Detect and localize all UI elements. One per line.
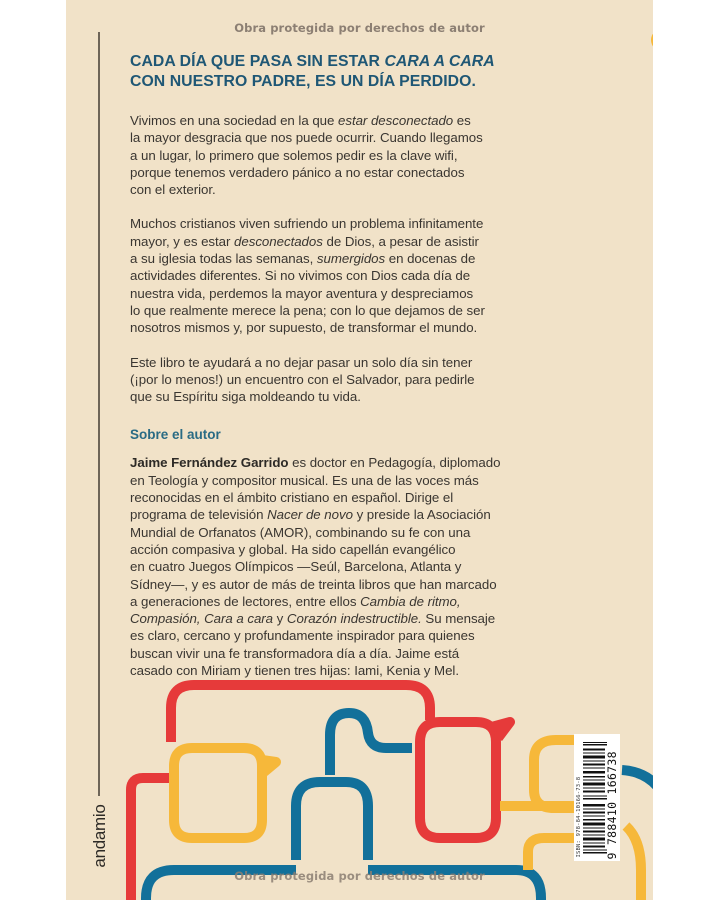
copyright-watermark-bottom: Obra protegida por derechos de autor bbox=[234, 869, 485, 883]
barcode-bars-icon bbox=[583, 741, 607, 853]
about-author-heading: Sobre el autor bbox=[130, 427, 221, 443]
headline-line-2: CON NUESTRO PADRE, ES UN DÍA PERDIDO. bbox=[130, 73, 476, 90]
book-back-cover bbox=[66, 0, 653, 900]
ean-digits: 9 788410 166738 bbox=[605, 750, 619, 859]
blurb-paragraph-2: Muchos cristianos viven sufriendo un problema infinitamente mayor, y es estar desconectados de Dios, a pesar de asistir a su iglesia todas las semanas, sumergidos en docenas de actividades diferentes. Si no vivimos con Dios cada día de nuestra vida, perdemos la mayor aventura y despreciamos lo que realmente merece la pena; con lo que dejamos de ser nosotros mismos y, por supuesto, de transformar el mundo. bbox=[130, 216, 485, 336]
headline-line-1: CADA DÍA QUE PASA SIN ESTAR bbox=[130, 53, 385, 70]
speech-bubble-line-art bbox=[66, 0, 653, 900]
blurb-paragraph-3: Este libro te ayudará a no dejar pasar un solo día sin tener (¡por lo menos!) un encuentro con el Salvador, para pedirle que su Espíritu siga moldeando tu vida. bbox=[130, 354, 475, 405]
blurb-paragraph-1: Vivimos en una sociedad en la que estar desconectado es la mayor desgracia que nos puede ocurrir. Cuando llegamos a un lugar, lo primero que solemos pedir es la clave wifi, porque tenemos verdadero pánico a no estar conectados con el exterior. bbox=[130, 113, 483, 198]
author-bio: Jaime Fernández Garrido es doctor en Pedagogía, diplomado en Teología y compositor musical. Es una de las voces más reconocidas en el ámbito cristiano en español. Dirige el programa de televisión Nacer de novo y preside la Asociación Mundial de Orfanatos (AMOR), combinando su fe con una acción compasiva y global. Ha sido capellán evangélico en cuatro Juegos Olímpicos —Seúl, Barcelona, Atlanta y Sídney—, y es autor de más de treinta libros que han marcado a generaciones de lectores, entre ellos Cambia de ritmo, Compasión, Cara a cara y Corazón indestructible. Su mensaje es claro, cercano y profundamente inspirador para quienes buscan vivir una fe transformadora día a día. Jaime está casado con Miriam y tienen tres hijas: Iami, Kenia y Mel. bbox=[130, 455, 501, 679]
isbn-barcode bbox=[574, 734, 620, 861]
publisher-logo: andamio bbox=[90, 804, 109, 868]
headline-italic-phrase: CARA A CARA bbox=[384, 53, 495, 70]
isbn-label: ISBN: 978-84-10166-73-8 bbox=[576, 776, 582, 857]
author-name: Jaime Fernández Garrido bbox=[130, 455, 289, 471]
copyright-watermark-top: Obra protegida por derechos de autor bbox=[234, 21, 485, 35]
